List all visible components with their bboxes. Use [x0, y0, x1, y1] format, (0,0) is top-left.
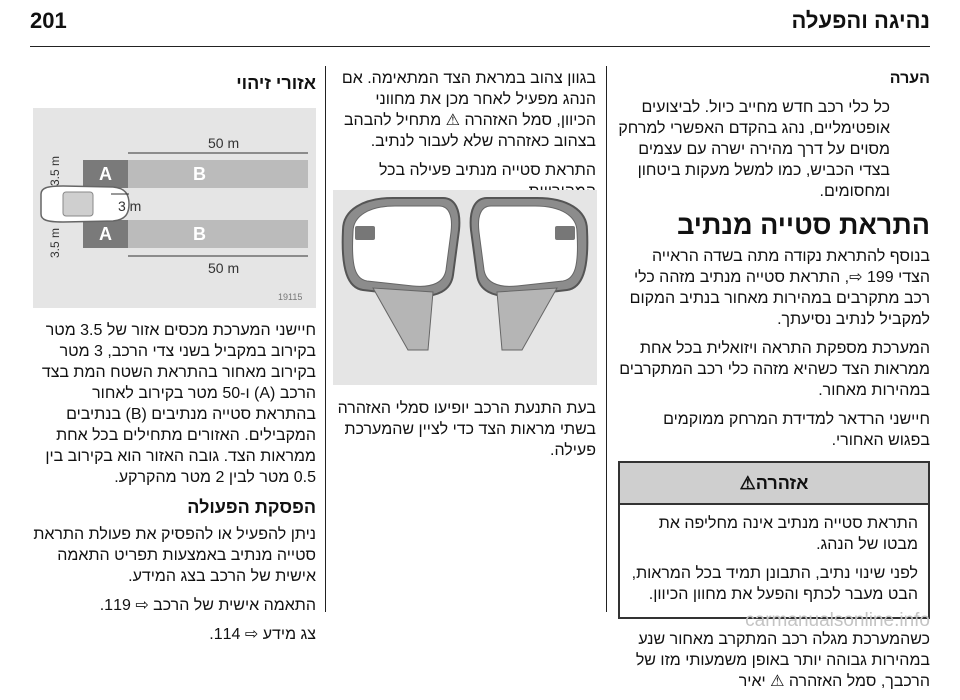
left-warning-symbol-icon: [355, 226, 375, 240]
dim-50m-top: 50 m: [208, 135, 240, 151]
lane-change-p3: חיישני הרדאר למדידת המרחק ממוקמים בפגוש האחורי.: [663, 411, 930, 449]
lane-change-heading: התראת סטייה מנתיב: [677, 210, 930, 240]
figure-ref: 19115: [278, 292, 303, 302]
zone-a-label-bottom: A: [99, 224, 112, 244]
zones-p1: חיישני המערכת מכסים אזור של 3.5 מטר בקירוב במקביל בשני צדי הרכב, 3 מטר בקירוב מאחור בהתראת השטח המת בצד הרכב (A) ו-50 מטר בקירוב לאחור בהתראת סטייה מנתיבים (B) בנתיבים המקבילים. האזורים מתחילים בכל אחת ממראות הצד. גובה האזור הוא בקירוב בין 0.5 מטר לבין 2 מטר מהקרקע.: [41, 322, 316, 486]
zone-b-top: [128, 160, 308, 188]
note-label: הערה: [889, 70, 930, 87]
column-divider-right: [606, 66, 607, 612]
deactivation-heading: הפסקת הפעולה: [187, 497, 316, 517]
right-column: [618, 68, 930, 700]
dim-50m-bottom: 50 m: [208, 260, 240, 276]
zone-b-label-bottom: B: [193, 224, 206, 244]
dim-3m: 3 m: [118, 198, 142, 214]
middle-column: [336, 68, 596, 210]
zone-a-label-top: A: [99, 164, 112, 184]
zones-figure: [33, 108, 316, 308]
detection-zones-heading: אזורי זיהוי: [236, 73, 316, 93]
mirror-figure: [333, 190, 597, 385]
warning-p2: לפני שינוי נתיב, התבונן תמיד בכל המראות, הבט מעבר לכתף והפעל את מחוון הכיוון.: [631, 565, 918, 603]
warning-p1: התראת סטייה מנתיב אינה מחליפה את מבטו של הנהג.: [658, 515, 918, 553]
detection-zones-diagram: [33, 108, 316, 308]
zone-b-label-top: B: [193, 164, 206, 184]
header-rule: [30, 46, 930, 47]
middle-p1: בגוון צהוב במראת הצד המתאימה. אם הנהג מפעיל לאחר מכן את מחווני הכיוון, סמל האזהרה ⚠ מתחיל להבהב בצהוב כאזהרה שלא לעבור לנתיב.: [341, 70, 596, 150]
lane-change-p1: בנוסף להתראת נקודה מתה בשדה הראייה הצדי 199 ⇨, התראת סטייה מנתיב מזהה כלי רכב מתקרבים במהירות מאחור בנתיב המקום למקביל לנתיב נסיעתך.: [629, 248, 930, 328]
page-number: 201: [30, 8, 67, 33]
dim-3-5m-bottom: 3.5 m: [48, 227, 62, 258]
warning-title: אזהרה⚠: [620, 463, 928, 505]
dim-3-5m-top: 3.5 m: [48, 155, 62, 186]
middle-caption-block: [336, 398, 596, 469]
note-text: כל כלי רכב חדש מחייב כיול. לביצועים אופטימליים, נהג בהקדם האפשרי למרחק מסוים על דרך מהירה ישרה עם עצמים בצדי הכביש, כמו למשל מעקות ביטחון ומחסומים.: [618, 99, 890, 200]
left-column-bottom: [30, 320, 316, 653]
mirrors-illustration: [333, 190, 597, 385]
column-divider-left: [325, 66, 326, 612]
middle-p2: התראת סטייה מנתיב פעילה בכל: [378, 162, 596, 179]
figure-caption: בעת התנעת הרכב יופיעו סמלי האזהרה בשתי מראות הצד כדי לציין שהמערכת פעילה.: [337, 400, 596, 459]
lane-change-p2: המערכת מספקת התראה ויזואלית בכל אחת ממראות הצד כשהיא מזהה כלי רכב המתקרבים במהירות מאחור.: [619, 340, 930, 399]
lane-change-p4: כשהמערכת מגלה רכב המתקרב מאחור שנע במהירות גבוהה יותר באופן משמעותי מזו של הרכבך, סמל האזהרה ⚠ יאיר: [635, 631, 930, 690]
deactivation-p2: ניתן להפעיל או להפסיק את פעולת התראת סטייה מנתיב באמצעות תפריט התאמה אישית של הרכב בצג המידע.: [33, 526, 316, 585]
page-header: [30, 8, 930, 38]
warning-box: [618, 461, 930, 619]
left-column-top: [30, 68, 316, 100]
zone-b-bottom: [128, 220, 308, 248]
right-warning-symbol-icon: [555, 226, 575, 240]
watermark: carmanualsonline.info: [745, 610, 930, 631]
deactivation-p3: התאמה אישית של הרכב ⇨ 119.: [99, 597, 316, 614]
deactivation-p4: צג מידע ⇨ 114.: [209, 626, 316, 643]
section-title: נהיגה והפעלה: [791, 8, 930, 33]
